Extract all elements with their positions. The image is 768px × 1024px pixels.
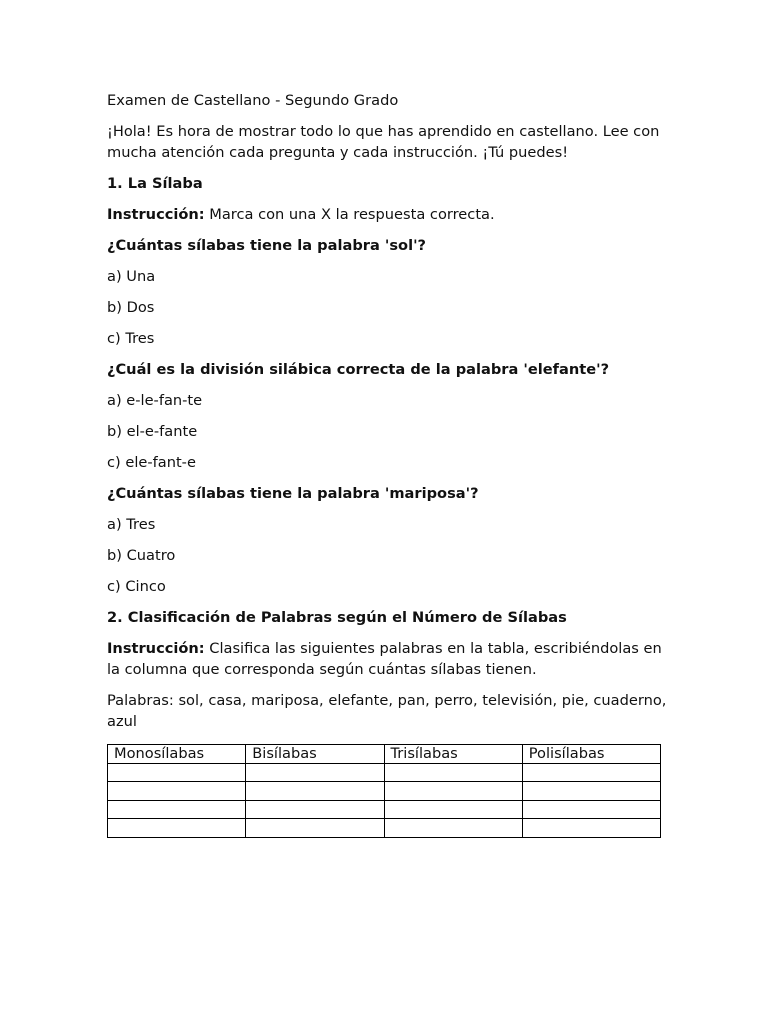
table-cell[interactable] [522, 763, 660, 782]
table-row [108, 819, 661, 838]
table-header-monosilabas: Monosílabas [108, 745, 246, 764]
question-2-option-c: c) ele-fant-e [107, 454, 196, 471]
question-1-option-a: a) Una [107, 268, 156, 285]
table-row [108, 763, 661, 782]
question-3-option-c: c) Cinco [107, 578, 166, 595]
question-1-option-c: c) Tres [107, 330, 155, 347]
question-1: ¿Cuántas sílabas tiene la palabra 'sol'? [107, 237, 427, 254]
section-1-heading: 1. La Sílaba [107, 175, 203, 192]
table-row [108, 782, 661, 801]
word-list: Palabras: sol, casa, mariposa, elefante, pan, perro, televisión, pie, cuaderno, azul [107, 692, 667, 730]
exam-title: Examen de Castellano - Segundo Grado [107, 92, 399, 109]
table-cell[interactable] [384, 800, 522, 819]
question-2-option-b: b) el-e-fante [107, 423, 198, 440]
instruction-label: Instrucción: [107, 640, 205, 657]
table-cell[interactable] [246, 763, 384, 782]
table-row [108, 800, 661, 819]
table-cell[interactable] [246, 800, 384, 819]
table-cell[interactable] [246, 819, 384, 838]
table-header-polisilabas: Polisílabas [522, 745, 660, 764]
intro-paragraph: ¡Hola! Es hora de mostrar todo lo que has aprendido en castellano. Lee con mucha atención cada pregunta y cada instrucción. ¡Tú puedes! [107, 123, 660, 161]
section-1-instruction [107, 204, 667, 225]
table-cell[interactable] [384, 782, 522, 801]
question-3: ¿Cuántas sílabas tiene la palabra 'mariposa'? [107, 485, 479, 502]
instruction-label: Instrucción: [107, 206, 205, 223]
question-3-option-b: b) Cuatro [107, 547, 176, 564]
table-cell[interactable] [384, 819, 522, 838]
table-cell[interactable] [108, 763, 246, 782]
table-header-row [108, 745, 661, 764]
table-header-bisilabas: Bisílabas [246, 745, 384, 764]
table-cell[interactable] [108, 782, 246, 801]
section-2-heading: 2. Clasificación de Palabras según el Número de Sílabas [107, 609, 567, 626]
question-2: ¿Cuál es la división silábica correcta de la palabra 'elefante'? [107, 361, 610, 378]
table-cell[interactable] [108, 800, 246, 819]
table-cell[interactable] [522, 819, 660, 838]
question-3-option-a: a) Tres [107, 516, 156, 533]
instruction-text: Clasifica las siguientes palabras en la tabla, escribiéndolas en la columna que corresponda según cuántas sílabas tienen. [107, 640, 662, 678]
table-cell[interactable] [246, 782, 384, 801]
table-cell[interactable] [384, 763, 522, 782]
classification-table [107, 744, 661, 838]
table-header-trisilabas: Trisílabas [384, 745, 522, 764]
table-cell[interactable] [522, 782, 660, 801]
question-2-option-a: a) e-le-fan-te [107, 392, 203, 409]
section-2-instruction [107, 638, 667, 680]
document-content [107, 90, 667, 838]
table-cell[interactable] [522, 800, 660, 819]
table-cell[interactable] [108, 819, 246, 838]
question-1-option-b: b) Dos [107, 299, 155, 316]
instruction-text: Marca con una X la respuesta correcta. [204, 206, 495, 223]
